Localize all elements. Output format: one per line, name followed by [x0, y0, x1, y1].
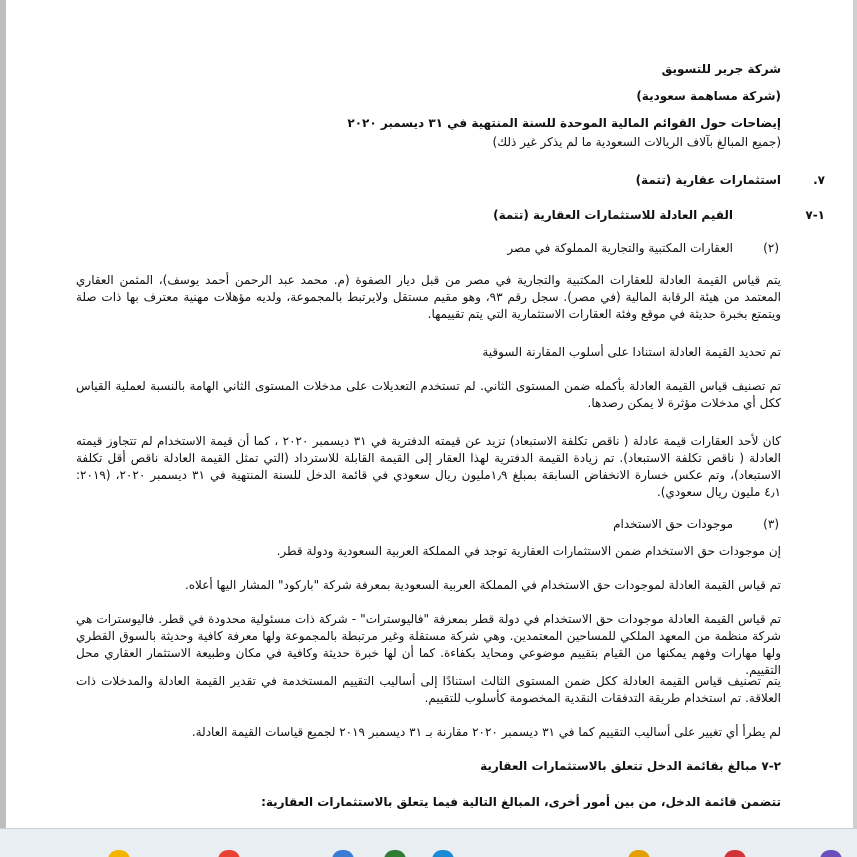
subsection-title: القيم العادلة للاستثمارات العقارية (تتمة) — [493, 208, 733, 222]
chrome-icon[interactable] — [108, 850, 130, 857]
section-title: استثمارات عقارية (تتمة) — [635, 173, 781, 187]
document-page — [6, 0, 853, 828]
paragraph: يتم قياس القيمة العادلة للعقارات المكتبية والتجارية في مصر من قبل ديار الصفوة (م. محمد عبد الرحمن أحمد يوسف)، المثمن العقاري المعتمد من هيئة الرقابة المالية (في مصر). سجل رقم ٩٣، وهو مقيم مستقل ولايرتبط بالمجموعة، ولديه مؤهلات مهنية معترف بها ذات صلة ويتمتع بخبرة حديثة في موقع وفئة العقارات الاستثمارية التي يتم تقييمها. — [76, 273, 781, 321]
paragraph: تم قياس القيمة العادلة موجودات حق الاستخدام في دولة قطر بمعرفة "فاليوسترات" - شركة ذات مسئولية محدودة في قطر. فاليوسترات هي شركة منظمة من المعهد الملكي للمساحين المعتمدين. وهي شركة مستقلة وغير مرتبطة بالمجموعة ولها معرفة كافية وحديثة بالسوق القطري ولها مهارات وفهم يمكنها من القيام بتقييم موضوعي ومحايد بكفاءة. كما أن لها خبرة حديثة وكافية في مكان وطبيعة الاستثمار العقاري محل التقييم. — [76, 612, 781, 677]
item-number: (٢) — [763, 241, 779, 255]
item-number: (٣) — [763, 517, 779, 531]
currency-note: (جميع المبالغ بآلاف الريالات السعودية ما لم يذكر غير ذلك) — [492, 135, 781, 149]
subsection-number: ١-٧ — [805, 208, 825, 222]
window-right-border — [853, 0, 857, 857]
paragraph: كان لأحد العقارات قيمة عادلة ( ناقص تكلفة الاستبعاد) تزيد عن قيمته الدفترية في ٣١ ديسمبر ٢٠٢٠ ، كما أن قيمة الاستخدام لم تتجاوز قيمته العادلة ( ناقص تكلفة الاستبعاد). تم زيادة القيمة الدفترية لهذا العقار إلى القيمة القابلة للاسترداد (التي تمثل القيمة العادلة ناقص أقل تكلفة الاستبعاد)، وتم عكس خسارة الانخفاض السابقة بمبلغ ١٫٩مليون ريال سعودي في قائمة الدخل للسنة المنتهية في ٣١ ديسمبر ٢٠٢٠، (٢٠١٩: ٤٫١ مليون ريال سعودي). — [76, 434, 781, 499]
paragraph: لم يطرأ أي تغيير على أساليب التقييم كما في ٣١ ديسمبر ٢٠٢٠ مقارنة بـ ٣١ ديسمبر ٢٠١٩ لجميع قياسات القيمة العادلة. — [191, 725, 781, 739]
media-icon[interactable] — [820, 850, 842, 857]
company-type: (شركة مساهمة سعودية) — [636, 89, 781, 103]
pdf-icon[interactable] — [384, 850, 406, 857]
section-heading: ٢-٧ مبالغ بقائمة الدخل تتعلق بالاستثمارات العقارية — [480, 759, 781, 773]
company-name: شركة جرير للتسويق — [661, 62, 781, 76]
taskbar — [0, 828, 857, 857]
settings-icon[interactable] — [724, 850, 746, 857]
edge-icon[interactable] — [432, 850, 454, 857]
section-number: ٧. — [813, 173, 825, 187]
statement-title: إيضاحات حول القوائم المالية الموحدة للسنة المنتهية في ٣١ ديسمبر ٢٠٢٠ — [347, 116, 781, 130]
paragraph: تم قياس القيمة العادلة لموجودات حق الاستخدام في المملكة العربية السعودية بمعرفة شركة "باركود" المشار اليها أعلاه. — [184, 578, 781, 592]
item-title: العقارات المكتبية والتجارية المملوكة في مصر — [507, 241, 733, 255]
store-icon[interactable] — [628, 850, 650, 857]
paragraph: تم تصنيف قياس القيمة العادلة بأكمله ضمن المستوى الثاني. لم تستخدم التعديلات على مدخلات المستوى الثاني الهامة بالنسبة لعملية القياس ككل أي مدخلات مؤثرة لا يمكن رصدها. — [76, 379, 781, 410]
paragraph: تم تحديد القيمة العادلة استنادا على أسلوب المقارنة السوقية — [482, 345, 781, 359]
file-explorer-icon[interactable] — [218, 850, 240, 857]
paragraph: تتضمن قائمة الدخل، من بين أمور أخرى، المبالغ التالية فيما يتعلق بالاستثمارات العقارية: — [261, 795, 781, 809]
paragraph: يتم تصنيف قياس القيمة العادلة ككل ضمن المستوى الثالث استنادًا إلى أساليب التقييم المستخدمة في تقدير القيمة العادلة والمدخلات ذات العلاقة. تم استخدام طريقة التدفقات النقدية المخصومة كأسلوب للتقييم. — [76, 674, 781, 705]
item-title: موجودات حق الاستخدام — [613, 517, 733, 531]
paragraph: إن موجودات حق الاستخدام ضمن الاستثمارات العقارية توجد في المملكة العربية السعودية ودولة قطر. — [276, 544, 781, 558]
mail-icon[interactable] — [332, 850, 354, 857]
